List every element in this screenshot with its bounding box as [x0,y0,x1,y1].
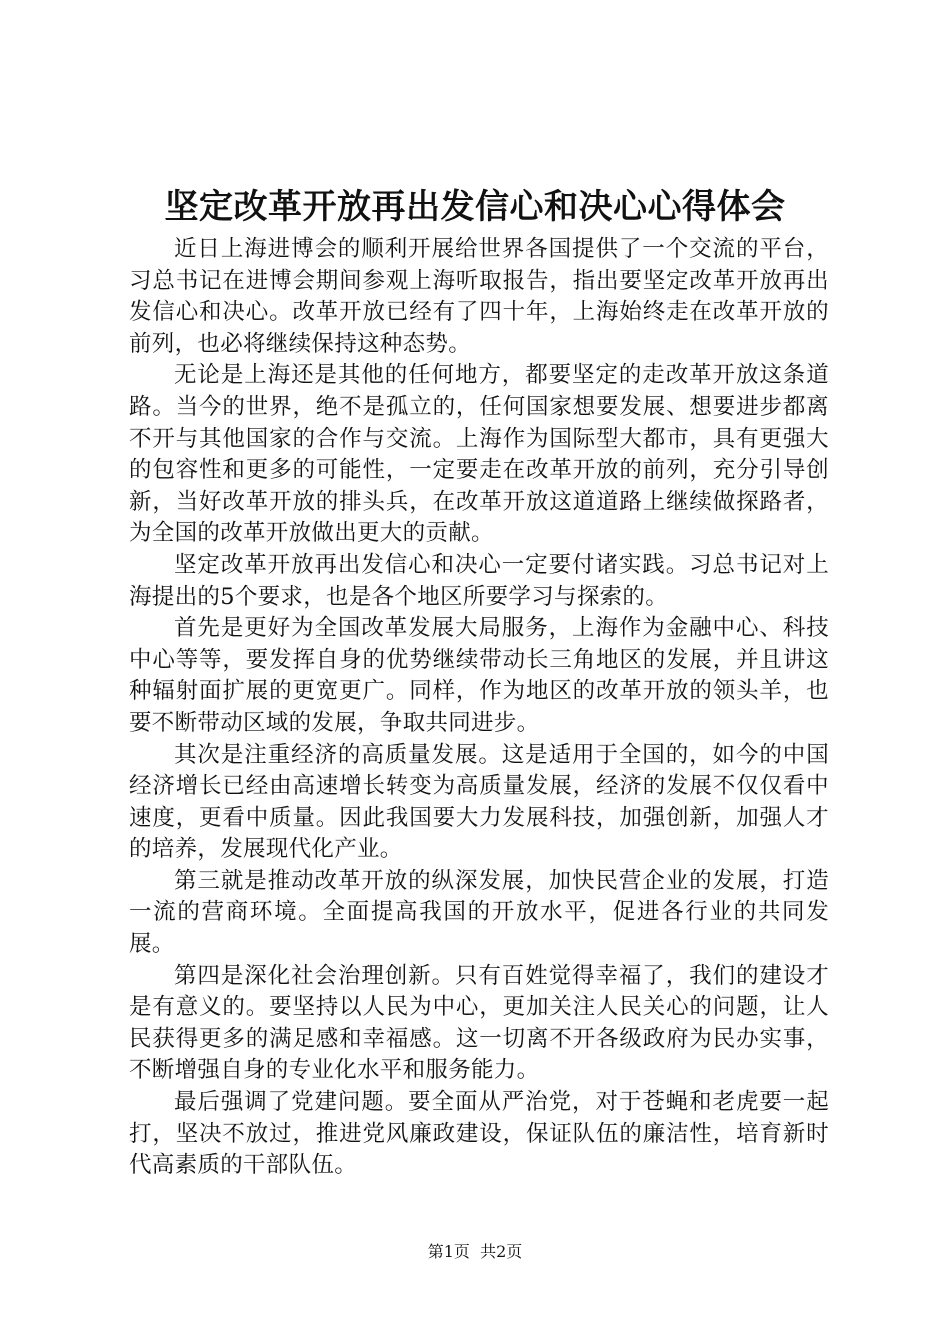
paragraph: 首先是更好为全国改革发展大局服务，上海作为金融中心、科技中心等等，要发挥自身的优势继续带动长三角地区的发展，并且讲这种辐射面扩展的更宽更广。同样，作为地区的改革开放的领头羊，也要不断带动区域的发展，争取共同进步。 [129,615,829,736]
paragraph: 无论是上海还是其他的任何地方，都要坚定的走改革开放这条道路。当今的世界，绝不是孤立的，任何国家想要发展、想要进步都离不开与其他国家的合作与交流。上海作为国际型大都市，具有更强大的包容性和更多的可能性，一定要走在改革开放的前列，充分引导创新，当好改革开放的排头兵，在改革开放这道道路上继续做探路者，为全国的改革开放做出更大的贡献。 [129,362,829,547]
paragraph: 第三就是推动改革开放的纵深发展，加快民营企业的发展，打造一流的营商环境。全面提高我国的开放水平，促进各行业的共同发展。 [129,867,829,958]
paragraph: 坚定改革开放再出发信心和决心一定要付诸实践。习总书记对上海提出的5个要求，也是各个地区所要学习与探索的。 [129,551,829,610]
paragraph: 近日上海进博会的顺利开展给世界各国提供了一个交流的平台，习总书记在进博会期间参观上海听取报告，指出要坚定改革开放再出发信心和决心。改革开放已经有了四十年，上海始终走在改革开放的前列，也必将继续保持这种态势。 [129,236,829,357]
paragraph: 第四是深化社会治理创新。只有百姓觉得幸福了，我们的建设才是有意义的。要坚持以人民为中心，更加关注人民关心的问题，让人民获得更多的满足感和幸福感。这一切离不开各级政府为民办实事，不断增强自身的专业化水平和服务能力。 [129,962,829,1084]
page-number-footer: 第1页 共2页 [427,1242,523,1261]
document-body [129,234,829,1182]
paragraph: 其次是注重经济的高质量发展。这是适用于全国的，如今的中国经济增长已经由高速增长转变为高质量发展，经济的发展不仅仅看中速度，更看中质量。因此我国要大力发展科技，加强创新，加强人才的培养，发展现代化产业。 [129,741,829,863]
document-title: 坚定改革开放再出发信心和决心心得体会 [164,187,786,227]
paragraph: 最后强调了党建问题。要全面从严治党，对于苍蝇和老虎要一起打，坚决不放过，推进党风廉政建设，保证队伍的廉洁性，培育新时代高素质的干部队伍。 [129,1089,829,1179]
